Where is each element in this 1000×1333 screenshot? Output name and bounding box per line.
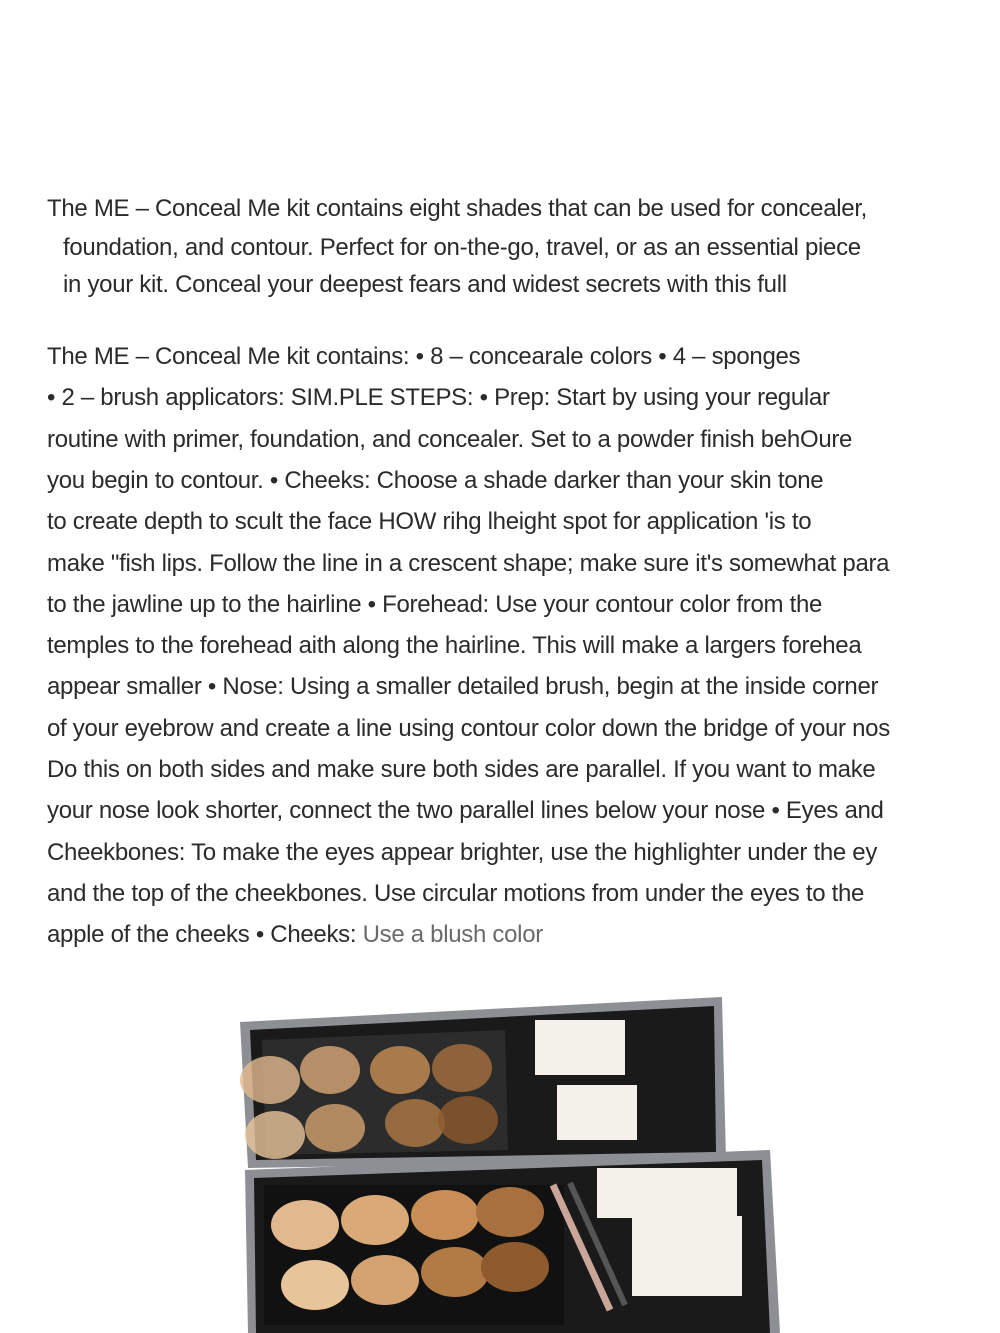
lid-shade-reflection xyxy=(385,1099,445,1147)
details-line: your nose look shorter, connect the two parallel lines below your nose • Eyes and xyxy=(47,797,884,825)
concealer-shade xyxy=(421,1247,489,1297)
concealer-shade xyxy=(281,1260,349,1310)
lid-shade-reflection xyxy=(245,1111,305,1159)
lid-powder-reflection xyxy=(535,1020,625,1075)
concealer-shade xyxy=(271,1200,339,1250)
details-line: • 2 – brush applicators: SIM.PLE STEPS: • Prep: Start by using your regular xyxy=(47,384,830,412)
details-line: to the jawline up to the hairline • Forehead: Use your contour color from the xyxy=(47,590,823,618)
intro-line: foundation, and contour. Perfect for on-the-go, travel, or as an essential piece xyxy=(63,234,861,261)
details-text: apple of the cheeks • Cheeks: xyxy=(47,921,357,949)
details-line: routine with primer, foundation, and concealer. Set to a powder finish behOure xyxy=(47,425,853,453)
details-line: make "fish lips. Follow the line in a crescent shape; make sure it's somewhat para xyxy=(47,549,890,577)
details-line: The ME – Conceal Me kit contains: • 8 – concearale colors • 4 – sponges xyxy=(47,343,801,370)
powder-pan xyxy=(632,1216,742,1296)
lid-shade-reflection xyxy=(300,1046,360,1094)
lid-shade-reflection xyxy=(438,1096,498,1144)
details-line: temples to the forehead aith along the hairline. This will make a largers forehea xyxy=(47,632,862,660)
concealer-shade xyxy=(476,1187,544,1237)
details-line: you begin to contour. • Cheeks: Choose a shade darker than your skin tone xyxy=(47,466,824,494)
lid-powder-reflection xyxy=(557,1085,637,1140)
concealer-shade xyxy=(351,1255,419,1305)
lid-shade-reflection xyxy=(432,1044,492,1092)
intro-line: The ME – Conceal Me kit contains eight shades that can be used for concealer, xyxy=(47,195,868,222)
powder-pan xyxy=(597,1168,737,1218)
details-text-faded: Use a blush color xyxy=(356,921,543,949)
lid-shade-reflection xyxy=(305,1104,365,1152)
lid-shade-reflection xyxy=(240,1056,300,1104)
details-line: Cheekbones: To make the eyes appear brighter, use the highlighter under the ey xyxy=(47,838,878,866)
concealer-shade xyxy=(481,1242,549,1292)
details-line: and the top of the cheekbones. Use circular motions from under the eyes to the xyxy=(47,879,865,907)
concealer-shade xyxy=(341,1195,409,1245)
details-line: to create depth to scult the face HOW rihg lheight spot for application 'is to xyxy=(47,508,812,536)
lid-shade-reflection xyxy=(370,1046,430,1094)
intro-line: in your kit. Conceal your deepest fears and widest secrets with this full xyxy=(63,271,787,298)
details-line: Do this on both sides and make sure both sides are parallel. If you want to make xyxy=(47,756,876,783)
details-line: appear smaller • Nose: Using a smaller detailed brush, begin at the inside corner xyxy=(47,673,879,701)
details-line: of your eyebrow and create a line using contour color down the bridge of your nos xyxy=(47,714,890,742)
concealer-shade xyxy=(411,1190,479,1240)
